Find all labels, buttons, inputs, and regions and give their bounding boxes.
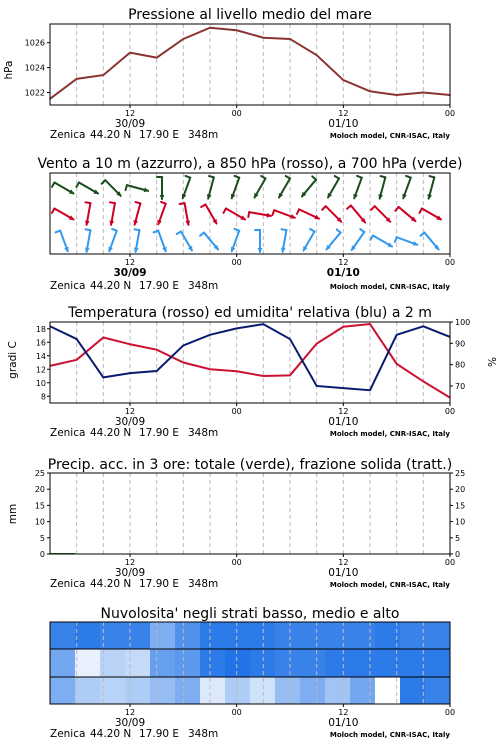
cloud-cell [75, 677, 101, 704]
pressure-point [423, 92, 425, 94]
y-tick-label: 1024 [24, 63, 45, 73]
cloud-cell [200, 622, 226, 649]
wind-feather [180, 203, 185, 204]
y-tick-label: 5 [39, 533, 45, 543]
temperature-frame [50, 322, 450, 403]
wind-feather [136, 202, 141, 203]
pressure-point [183, 38, 185, 40]
cloud-cell [75, 649, 101, 677]
y2-tick-label: 25 [455, 469, 466, 478]
wind-feather [200, 233, 204, 236]
cloud-cell [75, 622, 101, 649]
location-name: Zenica [50, 427, 86, 439]
x-tick-label: 00 [231, 109, 242, 118]
x-tick-label: 00 [231, 258, 242, 267]
wind-feather [322, 206, 326, 210]
wind-feather [360, 229, 364, 232]
y2-tick-label: 0 [455, 550, 461, 559]
cloud-cell [400, 622, 426, 649]
precip-title: Precip. acc. in 3 ore: totale (verde), frazione solida (tratt.) [47, 457, 453, 473]
x-tick-label: 12 [124, 258, 136, 267]
humidity-line [50, 324, 450, 390]
y2-tick-label: 80 [455, 360, 466, 370]
location-name: Zenica [50, 728, 86, 740]
wind-arrowhead [231, 247, 236, 253]
precip-ylabel: mm [7, 503, 19, 525]
wind-feather [272, 210, 274, 215]
pressure-ylabel: hPa [3, 60, 15, 80]
location-lon: 17.90 E [139, 728, 180, 740]
cloud-cell [300, 649, 326, 677]
wind-arrowhead [413, 241, 419, 246]
location-name: Zenica [50, 129, 86, 141]
y-tick-label: 15 [34, 501, 45, 511]
wind-feather [337, 229, 341, 232]
cloud-cell [275, 677, 301, 704]
x-tick-label: 12 [338, 258, 349, 267]
cloud-cell [325, 622, 351, 649]
x-tick-label: 12 [338, 558, 349, 567]
wind-feather [347, 206, 351, 209]
wind-feather [102, 180, 106, 184]
y-tick-label: 20 [34, 485, 45, 495]
x-tick-label: 00 [444, 558, 456, 567]
pressure-point [316, 54, 318, 56]
date-label: 01/10 [326, 267, 360, 279]
wind-feather [357, 176, 362, 178]
pressure-point [343, 79, 345, 81]
y-tick-label: 25 [34, 469, 45, 478]
wind-feather [177, 231, 181, 234]
cloud-cell [150, 622, 176, 649]
location-alt: 348m [188, 728, 219, 740]
wind-arrowhead [108, 247, 113, 253]
credit-label: Moloch model, CNR-ISAC, Italy [329, 581, 450, 589]
x-tick-label: 12 [124, 407, 136, 416]
location-alt: 348m [188, 280, 219, 292]
location-name: Zenica [50, 280, 86, 292]
wind-arrowhead [353, 194, 358, 200]
credit-label: Moloch model, CNR-ISAC, Italy [329, 132, 450, 140]
wind-feather [370, 236, 373, 240]
date-label: 30/09 [114, 118, 146, 130]
pressure-panel [3, 7, 455, 141]
wind-feather [395, 207, 398, 211]
date-label: 30/09 [113, 267, 147, 279]
location-name: Zenica [50, 578, 86, 590]
cloud-cell [50, 622, 76, 649]
cloud-cell [125, 649, 151, 677]
x-tick-label: 12 [338, 109, 349, 118]
y-tick-label: 1022 [24, 88, 45, 98]
cloud-cell [325, 649, 351, 677]
x-tick-label: 00 [444, 109, 456, 118]
wind-feather [85, 202, 90, 203]
wind-feather [248, 212, 249, 217]
wind-feather [286, 176, 290, 179]
y2-tick-label: 5 [455, 533, 461, 543]
wind-arrowhead [162, 247, 167, 253]
temperature-line [50, 324, 450, 398]
y-tick-label: 10 [35, 378, 46, 388]
cloud-cell [250, 649, 276, 677]
cloud-cell [275, 649, 301, 677]
wind-feather [52, 183, 55, 187]
date-label: 01/10 [328, 416, 359, 428]
y-tick-label: 8 [40, 392, 46, 402]
cloud-cell [300, 677, 326, 704]
date-label: 01/10 [328, 118, 359, 130]
date-label: 01/10 [328, 567, 359, 579]
wind-arrowhead [258, 248, 263, 253]
date-label: 01/10 [328, 717, 359, 729]
x-tick-label: 00 [231, 558, 242, 567]
y2-tick-label: 100 [455, 318, 471, 327]
wind-feather [235, 229, 240, 231]
cloud-title: Nuvolosita' negli strati basso, medio e alto [100, 606, 400, 622]
cloud-cell [225, 622, 251, 649]
wind-feather [112, 229, 117, 231]
location-lon: 17.90 E [139, 280, 180, 292]
wind-feather [110, 202, 115, 203]
cloud-cell [350, 622, 376, 649]
pressure-point [263, 37, 265, 39]
wind-panel [37, 156, 462, 292]
humidity-ylabel: % [485, 357, 497, 367]
temperature-ylabel: gradi C [7, 341, 19, 379]
cloud-cell [350, 677, 376, 704]
x-tick-label: 12 [338, 407, 349, 416]
wind-feather [209, 176, 214, 177]
credit-label: Moloch model, CNR-ISAC, Italy [329, 731, 450, 739]
pressure-line [50, 28, 450, 99]
wind-feather [430, 176, 435, 177]
wind-feather [421, 233, 425, 236]
location-lat: 44.20 N [90, 129, 132, 141]
wind-feather [56, 231, 61, 233]
x-tick-label: 00 [444, 708, 456, 717]
location-alt: 348m [188, 427, 219, 439]
x-tick-label: 12 [124, 558, 136, 567]
pressure-frame [50, 24, 450, 105]
pressure-point [209, 27, 211, 29]
y-tick-label: 0 [39, 550, 45, 559]
cloud-cell [175, 622, 201, 649]
cloud-cell [150, 677, 176, 704]
cloud-cell [175, 677, 201, 704]
pressure-point [369, 90, 371, 92]
cloud-cell [150, 649, 176, 677]
x-tick-label: 00 [444, 407, 456, 416]
wind-feather [85, 229, 90, 230]
x-tick-label: 12 [124, 708, 136, 717]
wind-arrowhead [290, 214, 296, 219]
x-tick-label: 12 [124, 109, 136, 118]
x-tick-label: 00 [231, 407, 242, 416]
wind-feather [154, 231, 159, 233]
location-lon: 17.90 E [139, 578, 180, 590]
wind-feather [235, 176, 240, 178]
cloud-cell [250, 622, 276, 649]
cloud-cell [50, 649, 76, 677]
wind-arrowhead [402, 194, 407, 200]
wind-arrowhead [160, 195, 165, 200]
location-lat: 44.20 N [90, 578, 132, 590]
cloud-cell [250, 677, 276, 704]
wind-feather [281, 229, 286, 230]
location-lon: 17.90 E [139, 427, 180, 439]
y2-tick-label: 20 [455, 485, 466, 495]
x-tick-label: 00 [231, 708, 242, 717]
wind-feather [406, 176, 411, 178]
date-label: 30/09 [114, 416, 146, 428]
x-tick-label: 00 [444, 258, 456, 267]
wind-arrowhead [64, 247, 69, 253]
location-lat: 44.20 N [90, 280, 132, 292]
cloud-cell [125, 677, 151, 704]
cloud-cell [425, 622, 451, 649]
wind-feather [52, 209, 55, 213]
wind-feather [201, 204, 205, 207]
date-label: 30/09 [114, 567, 146, 579]
pressure-point [396, 94, 398, 96]
cloud-cell [400, 649, 426, 677]
pressure-title: Pressione al livello medio del mare [128, 7, 372, 23]
y2-tick-label: 10 [455, 517, 466, 527]
y-tick-label: 14 [35, 351, 46, 361]
credit-label: Moloch model, CNR-ISAC, Italy [329, 283, 450, 291]
cloud-cell [125, 622, 151, 649]
wind-feather [419, 209, 422, 213]
y2-tick-label: 15 [455, 501, 466, 511]
location-lat: 44.20 N [90, 728, 132, 740]
cloud-cell [175, 649, 201, 677]
wind-arrowhead [231, 194, 236, 200]
cloud-cell [325, 677, 351, 704]
wind-feather [381, 176, 386, 177]
wind-feather [395, 237, 397, 242]
cloud-cell [425, 649, 451, 677]
cloud-cell [425, 677, 451, 704]
wind-feather [161, 202, 166, 204]
x-tick-label: 12 [338, 708, 349, 717]
wind-arrowhead [182, 194, 187, 200]
cloud-cell [225, 649, 251, 677]
cloud-cell [350, 649, 376, 677]
wind-feather [312, 176, 316, 179]
temperature-panel [7, 305, 497, 439]
pressure-point [236, 29, 238, 31]
location-alt: 348m [188, 578, 219, 590]
wind-arrowhead [157, 220, 162, 226]
temperature-title: Temperatura (rosso) ed umidita' relativa (blu) a 2 m [68, 305, 432, 321]
wind-feather [223, 209, 226, 213]
cloud-cell [400, 677, 426, 704]
cloud-cell [50, 677, 76, 704]
wind-feather [134, 229, 139, 230]
cloud-cell [200, 677, 226, 704]
y2-tick-label: 70 [455, 381, 466, 391]
location-alt: 348m [188, 129, 219, 141]
cloud-cell [200, 649, 226, 677]
wind-feather [126, 185, 127, 190]
wind-feather [371, 206, 375, 210]
precip-frame [50, 473, 450, 554]
y-tick-label: 18 [35, 324, 46, 334]
cloud-panel [50, 606, 455, 740]
precip-panel [7, 457, 465, 590]
wind-feather [310, 229, 314, 232]
location-lon: 17.90 E [139, 129, 180, 141]
y-tick-label: 1026 [24, 38, 45, 48]
y-tick-label: 16 [35, 338, 46, 348]
pressure-point [156, 57, 158, 59]
y-tick-label: 10 [34, 517, 45, 527]
wind-title: Vento a 10 m (azzurro), a 850 hPa (rosso), a 700 hPa (verde) [37, 156, 463, 172]
wind-feather [261, 176, 265, 179]
cloud-cell [225, 677, 251, 704]
pressure-point [76, 78, 78, 80]
credit-label: Moloch model, CNR-ISAC, Italy [329, 430, 450, 438]
wind-feather [297, 209, 299, 214]
pressure-point [103, 74, 105, 76]
y2-tick-label: 90 [455, 339, 466, 349]
location-lat: 44.20 N [90, 427, 132, 439]
cloud-cell [275, 622, 301, 649]
date-label: 30/09 [114, 717, 146, 729]
cloud-cell [300, 622, 326, 649]
pressure-point [289, 38, 291, 40]
wind-feather [335, 176, 339, 179]
y-tick-label: 12 [35, 365, 46, 375]
wind-feather [186, 176, 191, 178]
pressure-point [129, 52, 131, 54]
